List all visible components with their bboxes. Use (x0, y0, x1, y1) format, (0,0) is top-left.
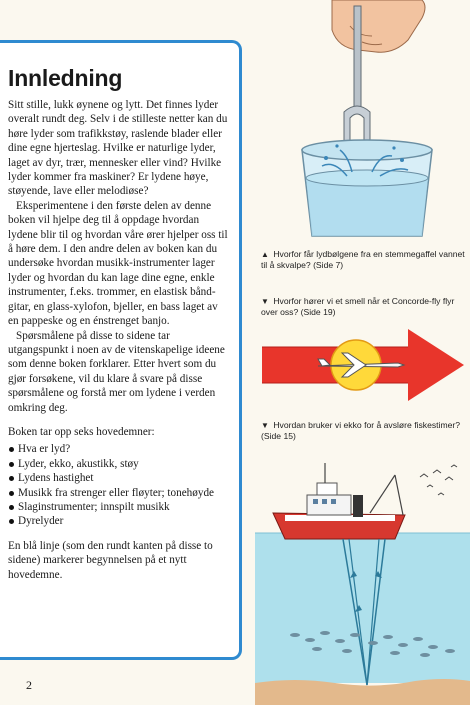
topics-list (8, 442, 231, 528)
concorde-arrow-illustration (258, 325, 468, 405)
page-title: Innledning (8, 65, 123, 91)
tuning-fork-glass-illustration (262, 0, 462, 240)
caption-concorde: ▼ Hvorfor hører vi et smell når et Concorde-fly flyr over oss? (Side 19) (261, 296, 455, 317)
bullet-icon (9, 447, 14, 452)
topic-item: Dyrelyder (8, 514, 231, 528)
topic-item: Hva er lyd? (8, 442, 231, 456)
bullet-icon (9, 491, 14, 496)
intro-paragraph-3: Spørsmålene på disse to sidene tar utgangspunkt i noen av de vitenskapelige ideene som denne boken forklarer. Etter hvert som du gjør forsøkene, vil du klare å svare på disse spørsmålene og forstå mer om lydene i verden omkring deg. (8, 329, 225, 414)
intro-text-panel (0, 40, 242, 660)
down-triangle-icon: ▼ (261, 297, 269, 306)
page-number: 2 (26, 678, 32, 692)
topic-item: Lyder, ekko, akustikk, støy (8, 457, 231, 471)
caption-echo: ▼ Hvordan bruker vi ekko for å avsløre fiskestimer? (Side 15) (261, 420, 461, 441)
topic-item: Lydens hastighet (8, 471, 231, 485)
bullet-icon (9, 505, 14, 510)
bullet-icon (9, 519, 14, 524)
bullet-icon (9, 462, 14, 467)
topic-item: Musikk fra strenger eller fløyter; tonehøyde (8, 486, 231, 500)
intro-paragraph-1: Sitt stille, lukk øynene og lytt. Det finnes lyder overalt rundt deg. Selv i de stilleste netter kan du høre lyder som trafikkstøy, raslende blader eller dine egne hjerteslag. Hvilke er naturlige lyder, laget av dyr, trær, mennesker eller vind? Hvilke lyder kommer fra maskiner? Er lydene høye, støyende, lave eller melodiøse? (8, 99, 228, 198)
topics-intro: Boken tar opp seks hovedemner: (8, 425, 155, 438)
caption-tuning-fork: ▲ Hvorfor får lydbølgene fra en stemmegaffel vannet til å skvalpe? (Side 7) (261, 249, 465, 270)
intro-paragraph-2: Eksperimentene i den første delen av denne boken vil hjelpe deg til å oppdage hvordan lydene blir til og hvordan våre ører hjelper oss til å høre dem. I den andre delen av boken kan du undersøke hvordan musikk-instrumenter lager lyder og hvordan du kan lage dine egne, enkle instrumenter, f.eks. trommer, en elastisk bånd-gitar, en glass-xylofon, bjeller, en bass laget av en pappeske og en énstrenget banjo. (8, 199, 228, 328)
up-triangle-icon: ▲ (261, 250, 269, 259)
down-triangle-icon: ▼ (261, 421, 269, 430)
topic-item: Slaginstrumenter; innspilt musikk (8, 500, 231, 514)
fishing-boat-sonar-illustration (255, 455, 470, 705)
closing-paragraph: En blå linje (som den rundt kanten på disse to sidene) markerer begynnelsen på et nytt hovedemne. (8, 539, 213, 581)
bullet-icon (9, 476, 14, 481)
